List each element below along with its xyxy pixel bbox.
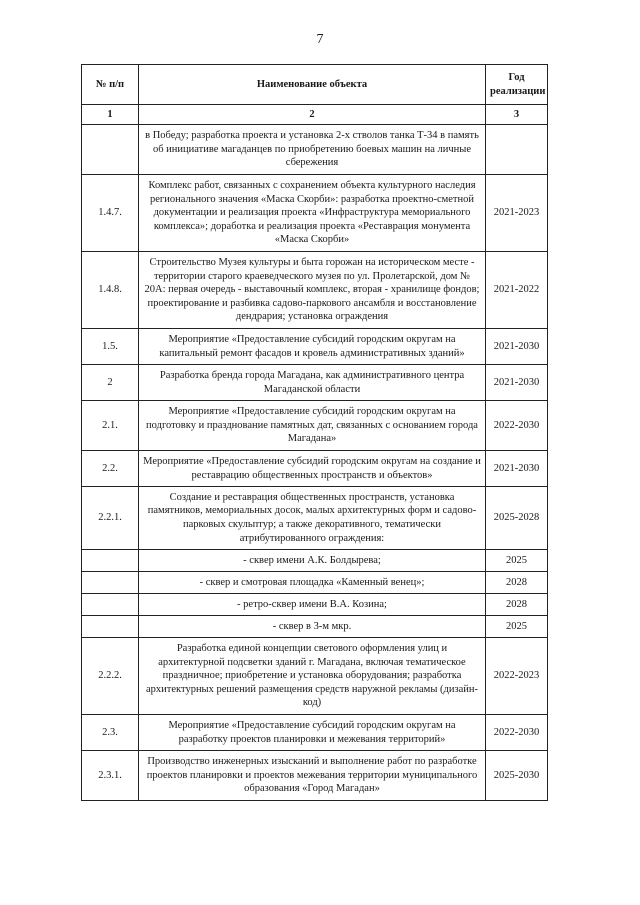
row-name-cell: - сквер и смотровая площадка «Каменный венец»; — [139, 572, 486, 594]
header-num: № п/п — [82, 65, 139, 105]
row-year-cell: 2021-2023 — [486, 175, 548, 252]
page-number: 7 — [316, 32, 324, 47]
row-number-cell: 1.4.8. — [82, 252, 139, 329]
column-index-row — [82, 105, 548, 125]
row-year-cell: 2021-2030 — [486, 451, 548, 487]
row-year-cell: 2025 — [486, 550, 548, 572]
table-row — [82, 365, 548, 401]
row-name-cell: Мероприятие «Предоставление субсидий городским округам на разработку проектов планировки и межевания территорий» — [139, 715, 486, 751]
row-number-cell — [82, 616, 139, 638]
header-name: Наименование объекта — [139, 65, 486, 105]
table-row — [82, 451, 548, 487]
column-index-1: 1 — [82, 105, 139, 125]
header-year: Год реализации — [486, 65, 548, 105]
row-year-cell: 2025-2028 — [486, 487, 548, 550]
header-row — [82, 65, 548, 105]
row-name-cell: - сквер в 3-м мкр. — [139, 616, 486, 638]
objects-table — [81, 64, 548, 801]
table-row — [82, 715, 548, 751]
row-name-cell: Производство инженерных изысканий и выполнение работ по разработке проектов планировки и проектов межевания территории муниципального образования «Город Магадан» — [139, 751, 486, 801]
row-year-cell: 2021-2030 — [486, 329, 548, 365]
row-name-cell: Строительство Музея культуры и быта горожан на историческом месте - территории старого краеведческого музея по ул. Пролетарской, дом № 20А: первая очередь - выставочный комплекс, вторая - хранилище фондов; проектирование и разбивка садово-паркового ансамбля и восстановление дендрария; установка ограждения — [139, 252, 486, 329]
table-row — [82, 594, 548, 616]
row-year-cell: 2025 — [486, 616, 548, 638]
table-row — [82, 616, 548, 638]
row-number-cell: 1.5. — [82, 329, 139, 365]
row-name-cell: Создание и реставрация общественных пространств, установка памятников, мемориальных досок, малых архитектурных форм и садово-парковых скульптур; а также декоративного, тематически атрибутированного ограждения: — [139, 487, 486, 550]
row-year-cell: 2028 — [486, 572, 548, 594]
row-year-cell: 2022-2030 — [486, 401, 548, 451]
row-year-cell: 2022-2030 — [486, 715, 548, 751]
table-row — [82, 175, 548, 252]
row-year-cell: 2025-2030 — [486, 751, 548, 801]
table-body — [82, 125, 548, 801]
row-year-cell — [486, 125, 548, 175]
row-number-cell — [82, 125, 139, 175]
row-name-cell: Мероприятие «Предоставление субсидий городским округам на подготовку и празднование памятных дат, связанных с основанием города Магадана» — [139, 401, 486, 451]
row-year-cell: 2028 — [486, 594, 548, 616]
table-row — [82, 638, 548, 715]
row-number-cell: 2.3. — [82, 715, 139, 751]
row-year-cell: 2022-2023 — [486, 638, 548, 715]
row-year-cell: 2021-2022 — [486, 252, 548, 329]
column-index-3: 3 — [486, 105, 548, 125]
row-name-cell: Разработка бренда города Магадана, как административного центра Магаданской области — [139, 365, 486, 401]
row-name-cell: Мероприятие «Предоставление субсидий городским округам на капитальный ремонт фасадов и кровель административных зданий» — [139, 329, 486, 365]
table-row — [82, 550, 548, 572]
row-name-cell: Разработка единой концепции светового оформления улиц и архитектурной подсветки зданий г. Магадана, включая тематическое праздничное; приобретение и установка оборудования; разработка архитектурных решений размещения средств наружной рекламы (дизайн-код) — [139, 638, 486, 715]
row-name-cell: - сквер имени А.К. Болдырева; — [139, 550, 486, 572]
table-row — [82, 125, 548, 175]
column-index-2: 2 — [139, 105, 486, 125]
table-row — [82, 329, 548, 365]
row-number-cell: 2 — [82, 365, 139, 401]
table-row — [82, 572, 548, 594]
row-number-cell — [82, 572, 139, 594]
row-number-cell — [82, 550, 139, 572]
row-year-cell: 2021-2030 — [486, 365, 548, 401]
row-number-cell: 2.2. — [82, 451, 139, 487]
row-name-cell: - ретро-сквер имени В.А. Козина; — [139, 594, 486, 616]
row-number-cell: 2.2.1. — [82, 487, 139, 550]
row-name-cell: в Победу; разработка проекта и установка 2-х стволов танка Т-34 в память об инициативе магаданцев по приобретению боевых машин на личные сбережения — [139, 125, 486, 175]
table-row — [82, 751, 548, 801]
row-name-cell: Мероприятие «Предоставление субсидий городским округам на создание и реставрацию общественных пространств и объектов» — [139, 451, 486, 487]
row-number-cell — [82, 594, 139, 616]
row-number-cell: 1.4.7. — [82, 175, 139, 252]
row-name-cell: Комплекс работ, связанных с сохранением объекта культурного наследия регионального значения «Маска Скорби»: разработка проектно-сметной документации и реализация проекта «Инфраструктура мемориального комплекса»; доработка и реализация проекта «Реставрация монумента «Маска Скорби» — [139, 175, 486, 252]
table-row — [82, 487, 548, 550]
row-number-cell: 2.1. — [82, 401, 139, 451]
table-row — [82, 401, 548, 451]
table-row — [82, 252, 548, 329]
row-number-cell: 2.2.2. — [82, 638, 139, 715]
row-number-cell: 2.3.1. — [82, 751, 139, 801]
